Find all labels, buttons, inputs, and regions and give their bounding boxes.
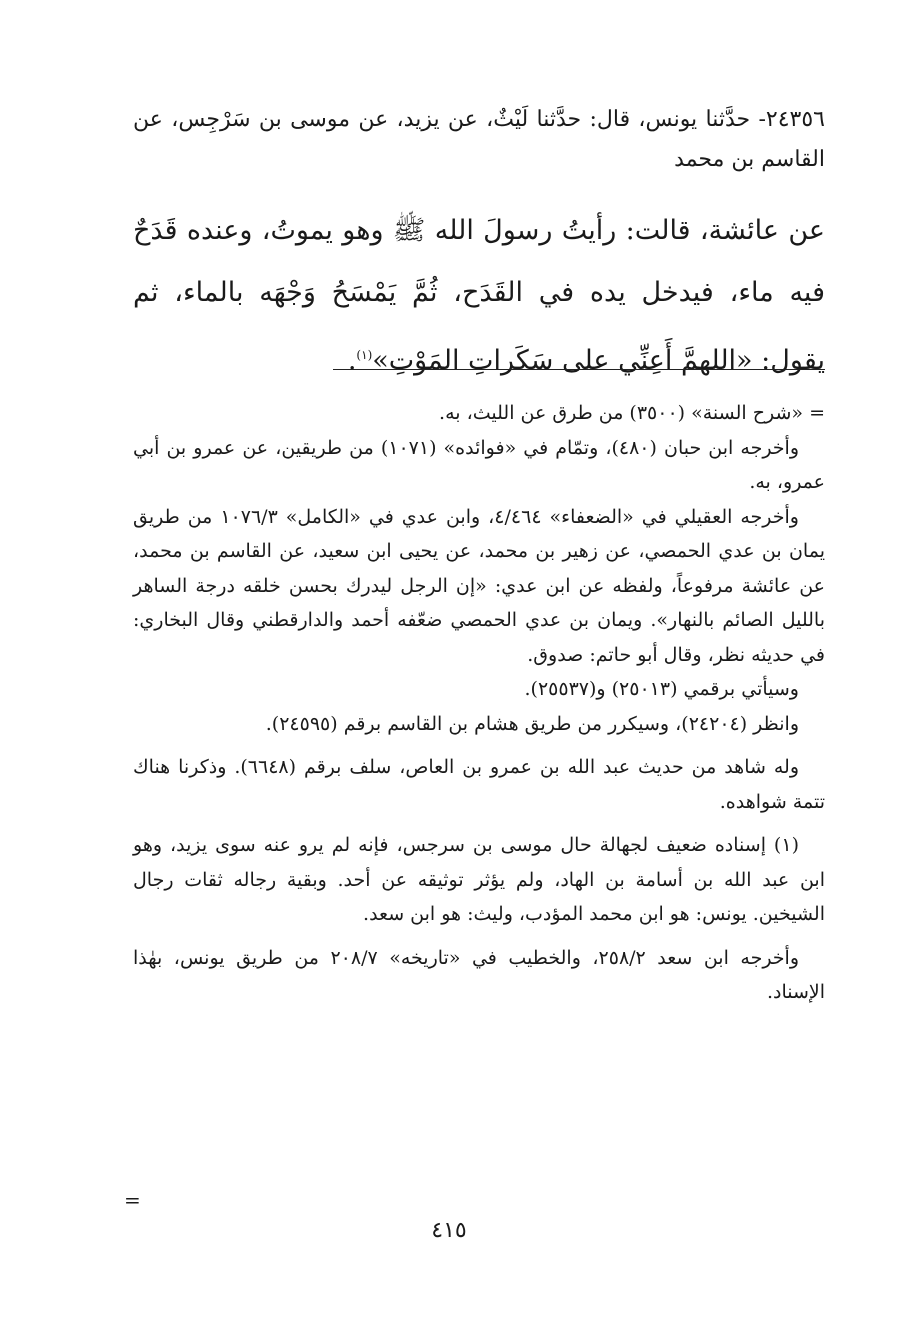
note-paragraph: وأخرجه ابن حبان (٤٨٠)، وتمّام في «فوائده» (١٠٧١) من طريقين، عن عمرو بن أبي عمرو، به. <box>133 436 825 493</box>
hadith-isnad-text: ٢٤٣٥٦- حدَّثنا يونس، قال: حدَّثنا لَيْثٌ، عن يزيد، عن موسى بن سَرْجِس، عن القاسم بن محمد <box>133 107 825 172</box>
note-paragraph: وسيأتي برقمي (٢٥٠١٣) و(٢٥٥٣٧). <box>524 678 799 700</box>
hadith-isnad <box>133 100 825 180</box>
page-number: ٤١٥ <box>431 1218 467 1243</box>
note-paragraph: وأخرجه العقيلي في «الضعفاء» ٤/٤٦٤، وابن عدي في «الكامل» ١٠٧٦/٣ من طريق يمان بن عدي الحمصي، عن زهير بن محمد، عن يحيى ابن سعيد، عن القاسم بن محمد، عن عائشة مرفوعاً، ولفظه عن ابن عدي: «إن الرجل ليدرك بحسن خلقه درجة الساهر بالليل الصائم بالنهار». ويمان بن عدي الحمصي ضعّفه أحمد والدارقطني وقال البخاري: في حديثه نظر، وقال أبو حاتم: صدوق. <box>133 505 825 666</box>
note-line-continued <box>133 396 825 431</box>
note-paragraph: وله شاهد من حديث عبد الله بن عمرو بن العاص، سلف برقم (٦٦٤٨). وذكرنا هناك تتمة شواهده. <box>133 756 825 813</box>
footnote-reference: (١) <box>356 348 373 362</box>
hadith-matn: عن عائشة، قالت: رأيتُ رسولَ الله ﷺ وهو يموتُ، وعنده قَدَحٌ فيه ماء، فيدخل يده في القَدَح، ثُمَّ يَمْسَحُ وَجْهَه بالماء، ثم يقول: «اللهمَّ أَعِنِّي على سَكَراتِ المَوْتِ»$^{(١)}$. <box>133 215 825 376</box>
note-text: «شرح السنة» (٣٥٠٠) من طرق عن الليث، به. <box>439 402 804 424</box>
continuation-mark: = <box>809 402 825 424</box>
footnote-separator-rule <box>333 369 825 370</box>
footnotes-section <box>133 396 825 1010</box>
note-paragraph: وأخرجه ابن سعد ٢٥٨/٢، والخطيب في «تاريخه» ٢٠٨/٧ من طريق يونس، بهٰذا الإسناد. <box>133 946 825 1003</box>
note-paragraph: وانظر (٢٤٢٠٤)، وسيكرر من طريق هشام بن القاسم برقم (٢٤٥٩٥). <box>265 712 799 735</box>
hadith-matn-text: عن عائشة، قالت: رأيتُ رسولَ الله ﷺ وهو يموتُ، وعنده قَدَحٌ فيه ماء، فيدخل يده في القَدَح، ثُمَّ يَمْسَحُ وَجْهَه بالماء، ثم يقول: «اللهمَّ أَعِنِّي على سَكَراتِ المَوْتِ» <box>133 215 825 376</box>
footnote-1: (١) إسناده ضعيف لجهالة حال موسى بن سرجس، فإنه لم يرو عنه سوى يزيد، وهو ابن عبد الله بن أسامة بن الهاد، ولم يؤثر توثيقه عن أحد. وبقية رجاله ثقات رجال الشيخين. يونس: هو ابن محمد المؤدب، وليث: هو ابن سعد. <box>133 834 825 925</box>
continuation-end-mark: = <box>124 1188 141 1212</box>
